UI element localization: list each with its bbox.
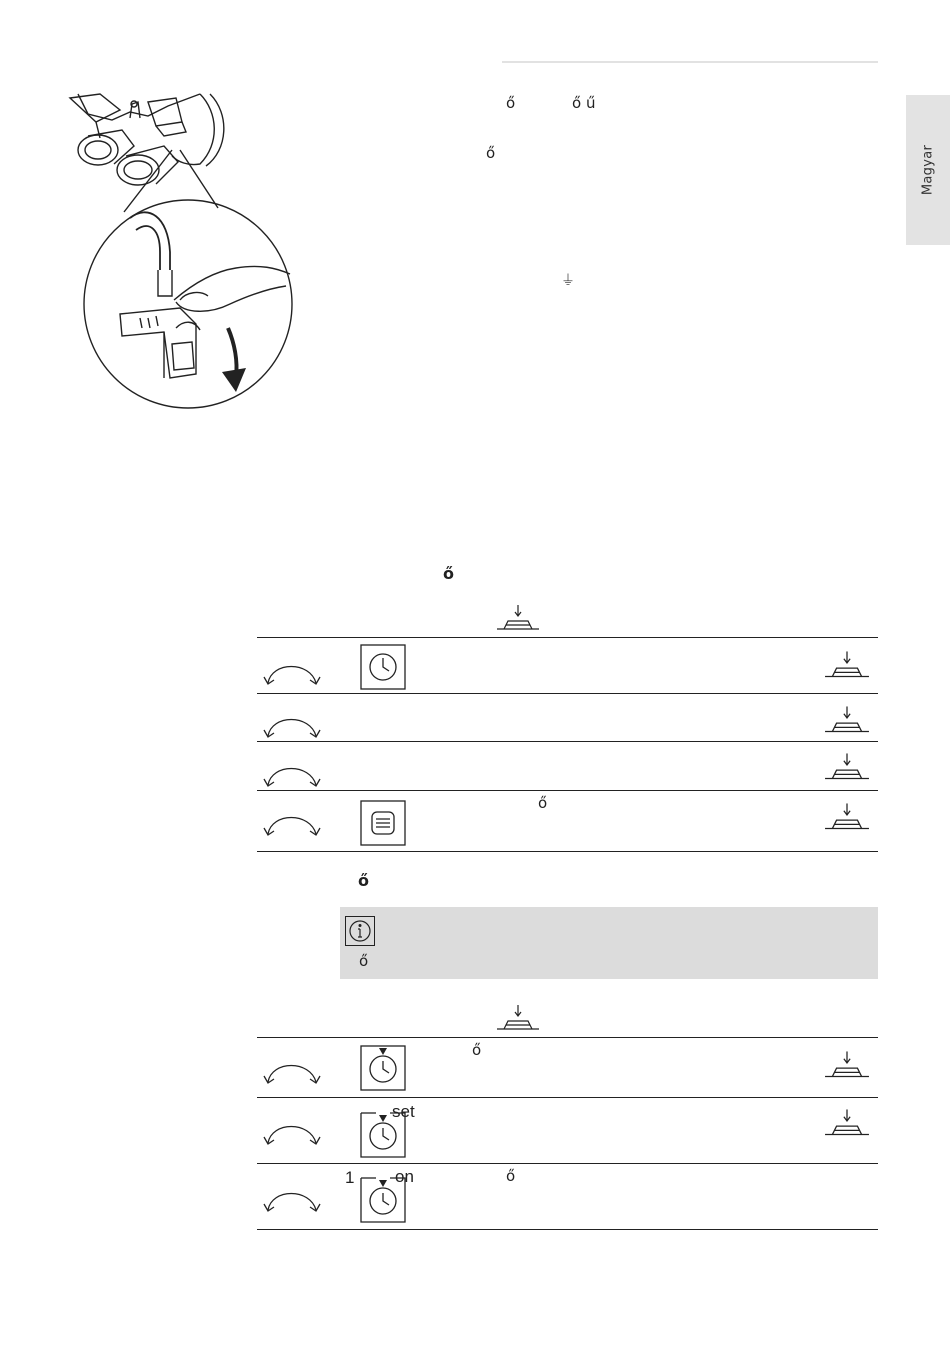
- valve-connector-illustration: [60, 92, 300, 412]
- rotate-dial-icon: [262, 706, 322, 740]
- rotate-dial-icon: [262, 653, 322, 687]
- text-fragment: ő: [506, 1167, 516, 1185]
- table-rule: [257, 637, 878, 638]
- menu-icon: [360, 800, 406, 846]
- press-button-icon: [824, 1050, 870, 1078]
- step-number: 1: [345, 1168, 355, 1187]
- press-button-icon: [824, 1108, 870, 1136]
- table-rule: [257, 741, 878, 742]
- clock-icon: [360, 644, 406, 690]
- info-icon: [345, 916, 375, 946]
- text-fragment: ő: [472, 1041, 482, 1059]
- press-button-icon: [824, 752, 870, 780]
- press-button-icon: [824, 650, 870, 678]
- rotate-dial-icon: [262, 1180, 322, 1214]
- language-tab-label: Magyar: [920, 144, 936, 196]
- press-button-icon: [496, 604, 540, 630]
- text-fragment: ő ű: [572, 94, 596, 112]
- table-rule: [257, 790, 878, 791]
- text-fragment: ő: [506, 94, 516, 112]
- table-rule: [257, 851, 878, 852]
- rotate-dial-icon: [262, 1052, 322, 1086]
- info-note: [340, 907, 878, 979]
- press-button-icon: [824, 802, 870, 830]
- press-button-icon: [496, 1004, 540, 1030]
- table-rule: [257, 1037, 878, 1038]
- section-heading: ő: [443, 564, 454, 583]
- table-rule: [257, 1163, 878, 1164]
- rotate-dial-icon: [262, 1113, 322, 1147]
- text-fragment: ő: [486, 144, 496, 162]
- ground-symbol: ⏚: [561, 273, 575, 289]
- table-rule: [257, 1097, 878, 1098]
- text-fragment: ő: [538, 794, 548, 812]
- rotate-dial-icon: [262, 804, 322, 838]
- table-rule: [257, 1229, 878, 1230]
- press-button-icon: [824, 705, 870, 733]
- info-note-text: ő: [359, 952, 369, 970]
- header-rule: [502, 61, 878, 63]
- on-label: on: [395, 1167, 414, 1186]
- timer-icon: [360, 1045, 406, 1091]
- subheading: ő: [358, 871, 369, 890]
- set-label: set: [392, 1102, 415, 1121]
- rotate-dial-icon: [262, 755, 322, 789]
- table-rule: [257, 693, 878, 694]
- language-tab[interactable]: [906, 95, 950, 245]
